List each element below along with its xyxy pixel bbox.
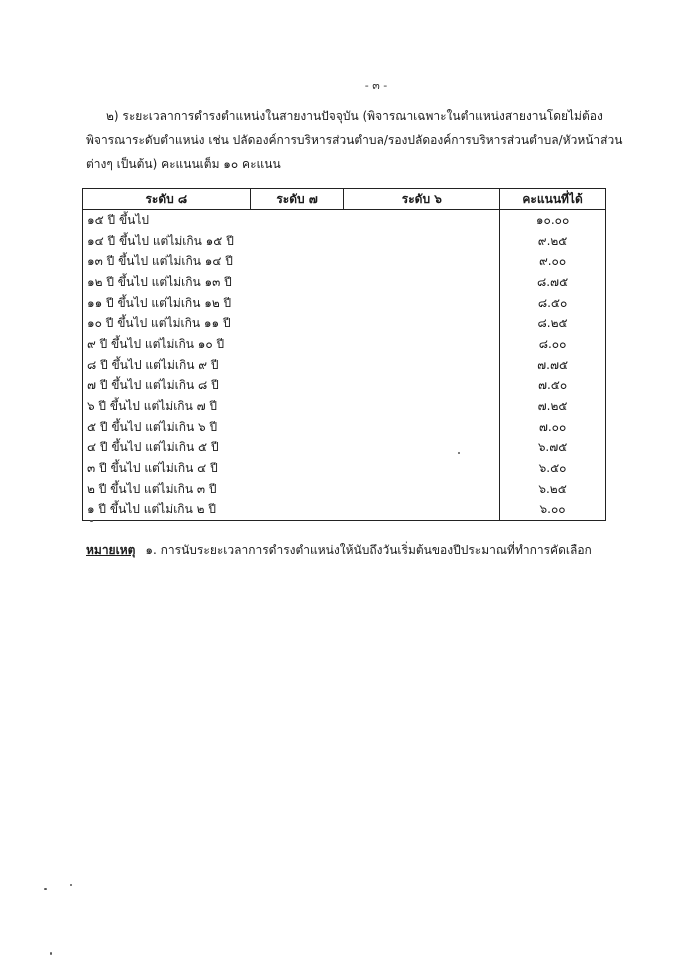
table-row	[83, 479, 606, 500]
table-row	[83, 210, 606, 231]
scan-speck	[50, 952, 52, 955]
table-row	[83, 293, 606, 314]
period-cell: ๗ ปี ขึ้นไป แต่ไม่เกิน ๘ ปี	[83, 376, 500, 397]
table-row	[83, 355, 606, 376]
score-cell: ๗.๕๐	[500, 376, 606, 397]
period-cell: ๑ ปี ขึ้นไป แต่ไม่เกิน ๒ ปี	[83, 500, 500, 521]
header-score: คะแนนที่ได้	[500, 189, 606, 210]
score-cell: ๙.๒๕	[500, 231, 606, 252]
scan-speck	[458, 452, 460, 454]
score-cell: ๗.๒๕	[500, 396, 606, 417]
header-level-7: ระดับ ๗	[250, 189, 344, 210]
table-row	[83, 251, 606, 272]
table-row	[83, 458, 606, 479]
table-row	[83, 417, 606, 438]
period-cell: ๖ ปี ขึ้นไป แต่ไม่เกิน ๗ ปี	[83, 396, 500, 417]
period-cell: ๕ ปี ขึ้นไป แต่ไม่เกิน ๖ ปี	[83, 417, 500, 438]
score-cell: ๘.๐๐	[500, 334, 606, 355]
score-cell: ๖.๒๕	[500, 479, 606, 500]
period-cell: ๑๒ ปี ขึ้นไป แต่ไม่เกิน ๑๓ ปี	[83, 272, 500, 293]
period-cell: ๑๓ ปี ขึ้นไป แต่ไม่เกิน ๑๔ ปี	[83, 251, 500, 272]
remark-label: หมายเหตุ	[86, 543, 136, 557]
period-cell: ๓ ปี ขึ้นไป แต่ไม่เกิน ๔ ปี	[83, 458, 500, 479]
period-cell: ๑๔ ปี ขึ้นไป แต่ไม่เกิน ๑๕ ปี	[83, 231, 500, 252]
table-row	[83, 438, 606, 459]
table-row	[83, 500, 606, 521]
period-cell: ๒ ปี ขึ้นไป แต่ไม่เกิน ๓ ปี	[83, 479, 500, 500]
score-cell: ๘.๗๕	[500, 272, 606, 293]
period-cell: ๑๕ ปี ขึ้นไป	[83, 210, 500, 231]
score-cell: ๖.๐๐	[500, 500, 606, 521]
table-row	[83, 334, 606, 355]
score-cell: ๖.๕๐	[500, 458, 606, 479]
scan-speck	[70, 884, 72, 886]
score-cell: ๗.๗๕	[500, 355, 606, 376]
score-cell: ๖.๗๕	[500, 438, 606, 459]
period-cell: ๘ ปี ขึ้นไป แต่ไม่เกิน ๙ ปี	[83, 355, 500, 376]
table-row	[83, 272, 606, 293]
table-row	[83, 376, 606, 397]
period-cell: ๑๐ ปี ขึ้นไป แต่ไม่เกิน ๑๑ ปี	[83, 313, 500, 334]
table-row	[83, 396, 606, 417]
remark-text: ๑. การนับระยะเวลาการดำรงตำแหน่งให้นับถึงวันเริ่มต้นของปีประมาณที่ทำการคัดเลือก	[145, 543, 592, 557]
header-level-6: ระดับ ๖	[344, 189, 500, 210]
header-level-8: ระดับ ๘	[83, 189, 251, 210]
remark	[86, 541, 646, 560]
score-table-body	[83, 210, 606, 521]
score-cell: ๑๐.๐๐	[500, 210, 606, 231]
score-cell: ๙.๐๐	[500, 251, 606, 272]
score-cell: ๘.๒๕	[500, 313, 606, 334]
criterion-paragraph: ๒) ระยะเวลาการดำรงตำแหน่งในสายงานปัจจุบัน (พิจารณาเฉพาะในตำแหน่งสายงานโดยไม่ต้องพิจารณาระดับตำแหน่ง เช่น ปลัดองค์การบริหารส่วนตำบล/รองปลัดองค์การบริหารส่วนตำบล/หัวหน้าส่วนต่างๆ เป็นต้น) คะแนนเต็ม ๑๐ คะแนน	[86, 109, 623, 171]
score-table	[82, 188, 606, 521]
scan-speck	[90, 520, 93, 522]
table-row	[83, 231, 606, 252]
score-cell: ๗.๐๐	[500, 417, 606, 438]
table-row	[83, 313, 606, 334]
period-cell: ๙ ปี ขึ้นไป แต่ไม่เกิน ๑๐ ปี	[83, 334, 500, 355]
scan-speck	[44, 888, 47, 890]
score-cell: ๘.๕๐	[500, 293, 606, 314]
table-header-row	[83, 189, 606, 210]
period-cell: ๔ ปี ขึ้นไป แต่ไม่เกิน ๕ ปี	[83, 438, 500, 459]
period-cell: ๑๑ ปี ขึ้นไป แต่ไม่เกิน ๑๒ ปี	[83, 293, 500, 314]
page-number: - ๓ -	[364, 79, 388, 92]
